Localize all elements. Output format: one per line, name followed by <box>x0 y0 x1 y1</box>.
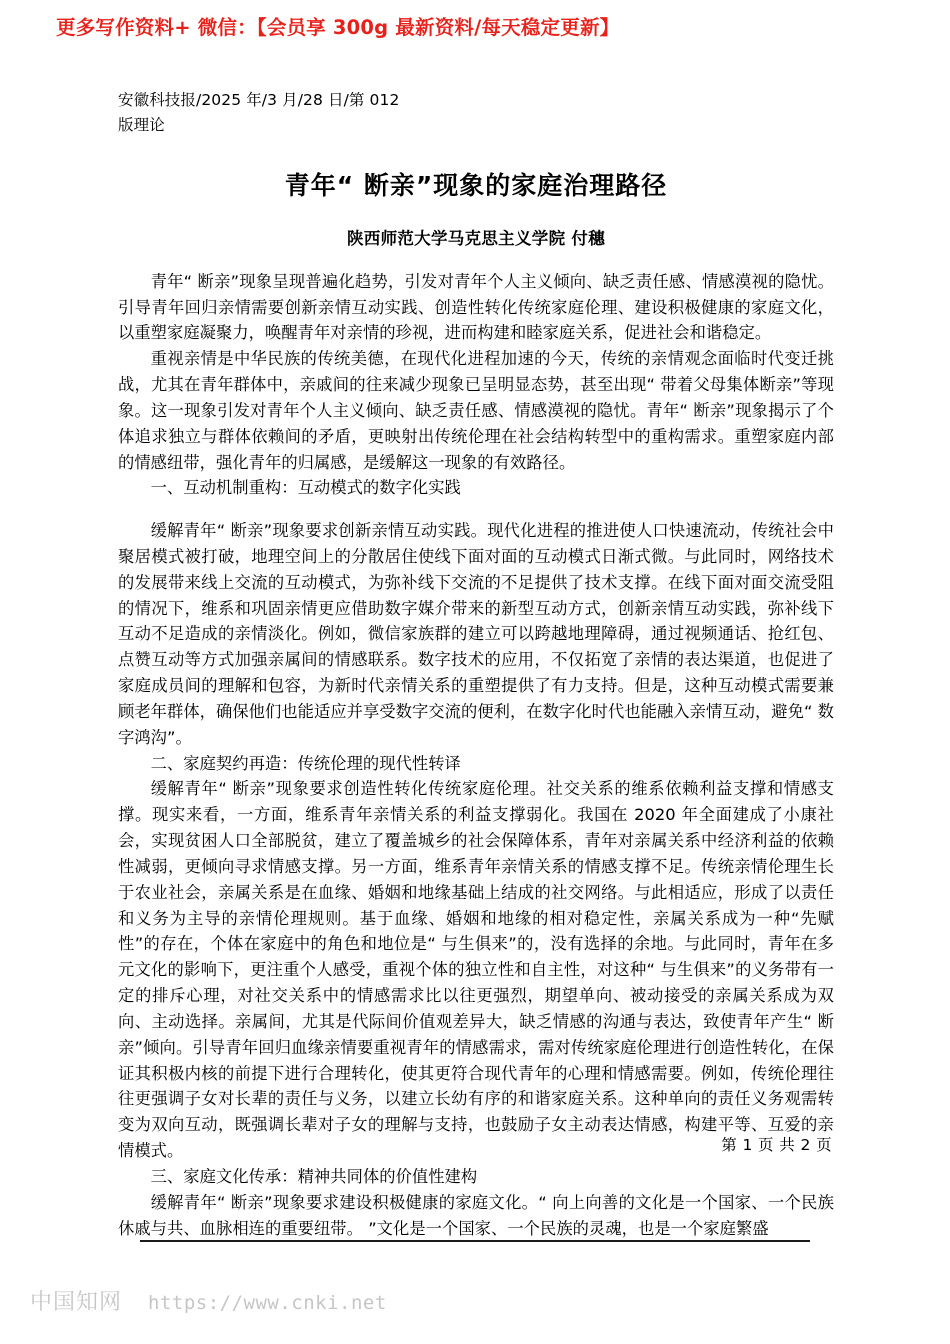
section-heading-2: 二、家庭契约再造：传统伦理的现代性转译 <box>150 753 461 773</box>
cnki-watermark <box>30 1285 387 1316</box>
section-spacer-1 <box>118 501 834 518</box>
article-body <box>118 269 834 1242</box>
document-content <box>118 88 834 1241</box>
section-1-paragraph: 缓解青年“ 断亲”现象要求创新亲情互动实践。现代化进程的推进使人口快速流动，传统社会中聚居模式被打破，地理空间上的分散居住使线下面对面的互动模式日渐式微。与此同时，网络技术的发展带来线上交流的互动模式，为弥补线下交流的不足提供了技术支撑。在线下面对面交流受阻的情况下，维系和巩固亲情更应借助数字媒介带来的新型互动方式，创新亲情互动实践，弥补线下互动不足造成的亲情淡化。例如，微信家族群的建立可以跨越地理障碍，通过视频通话、抢红包、点赞互动等方式加强亲属间的情感联系。数字技术的应用，不仅拓宽了亲情的表达渠道，也促进了家庭成员间的理解和包容，为新时代亲情关系的重塑提供了有力支持。但是，这种互动模式需要兼顾老年群体，确保他们也能适应并享受数字交流的便利，在数字化时代也能融入亲情互动，避免“ 数字鸿沟”。 <box>118 521 834 747</box>
source-line-2: 版理论 <box>118 116 165 135</box>
intro-paragraph: 重视亲情是中华民族的传统美德，在现代化进程加速的今天，传统的亲情观念面临时代变迁挑战，尤其在青年群体中，亲戚间的往来减少现象已呈明显态势，甚至出现“ 带着父母集体断亲”等现象。这一现象引发对青年个人主义倾向、缺乏责任感、情感漠视的隐忧。青年“ 断亲”现象揭示了个体追求独立与群体依赖间的矛盾，更映射出传统伦理在社会结构转型中的重构需求。重塑家庭内部的情感纽带，强化青年的归属感，是缓解这一现象的有效路径。 <box>118 349 834 472</box>
source-line-1: 安徽科技报/2025 年/3 月/28 日/第 012 <box>118 91 400 109</box>
page-number-footer: 第 1 页 共 2 页 <box>721 1136 832 1154</box>
cnki-watermark-name: 中国知网 <box>30 1290 123 1315</box>
promo-banner-text: 更多写作资料+ 微信：【会员享 300g 最新资料/每天稳定更新】 <box>56 16 620 39</box>
section-heading-3: 三、家庭文化传承：精神共同体的价值性建构 <box>150 1166 478 1186</box>
section-2-paragraph: 缓解青年“ 断亲”现象要求创造性转化传统家庭伦理。社交关系的维系依赖利益支撑和情感支撑。现实来看，一方面，维系青年亲情关系的利益支撑弱化。我国在 2020 年全面建成了小康社会，实现贫困人口全部脱贫，建立了覆盖城乡的社会保障体系，青年对亲属关系中经济利益的依赖性减弱，更倾向寻求情感支撑。另一方面，维系青年亲情关系的情感支撑不足。传统亲情伦理生长于农业社会，亲属关系是在血缘、婚姻和地缘基础上结成的社交网络。与此相适应，形成了以责任和义务为主导的亲情伦理规则。基于血缘、婚姻和地缘的相对稳定性，亲属关系成为一种“先赋性”的存在，个体在家庭中的角色和地位是“ 与生俱来”的，没有选择的余地。与此同时，青年在多元文化的影响下，更注重个人感受，重视个体的独立性和自主性，对这种“ 与生俱来”的义务带有一定的排斥心理，对社交关系中的情感需求比以往更强烈，期望单向、被动接受的亲属关系成为双向、主动选择。亲属间，尤其是代际间价值观差异大，缺乏情感的沟通与表达，致使青年产生“ 断亲”倾向。引导青年回归血缘亲情要重视青年的情感需求，需对传统家庭伦理进行创造性转化，在保证其积极内核的前提下进行合理转化，使其更符合现代青年的心理和情感需要。例如，传统伦理往往更强调子女对长辈的责任与义务，以建立长幼有序的和谐家庭关系。这种单向的责任义务观需转变为双向互动，既强调长辈对子女的理解与支持，也鼓励子女主动表达情感，构建平等、互爱的亲情模式。 <box>118 779 834 1161</box>
section-3-paragraph: 缓解青年“ 断亲”现象要求建设积极健康的家庭文化。“ 向上向善的文化是一个国家、一个民族休戚与共、血脉相连的重要纽带。 ”文化是一个国家、一个民族的灵魂，也是一个家庭繁盛 <box>118 1192 834 1238</box>
cnki-watermark-url: https://www.cnki.net <box>148 1292 387 1314</box>
article-title: 青年“ 断亲”现象的家庭治理路径 <box>284 171 668 201</box>
abstract-paragraph: 青年“ 断亲”现象呈现普遍化趋势，引发对青年个人主义倾向、缺乏责任感、情感漠视的隐忧。引导青年回归亲情需要创新亲情互动实践、创造性转化传统家庭伦理、建设积极健康的家庭文化，以重塑家庭凝聚力，唤醒青年对亲情的珍视，进而构建和睦家庭关系，促进社会和谐稳定。 <box>118 271 834 343</box>
footer-divider <box>140 1240 810 1242</box>
article-author: 陕西师范大学马克思主义学院 付穗 <box>346 228 606 248</box>
section-heading-1: 一、互动机制重构：互动模式的数字化实践 <box>150 478 461 498</box>
